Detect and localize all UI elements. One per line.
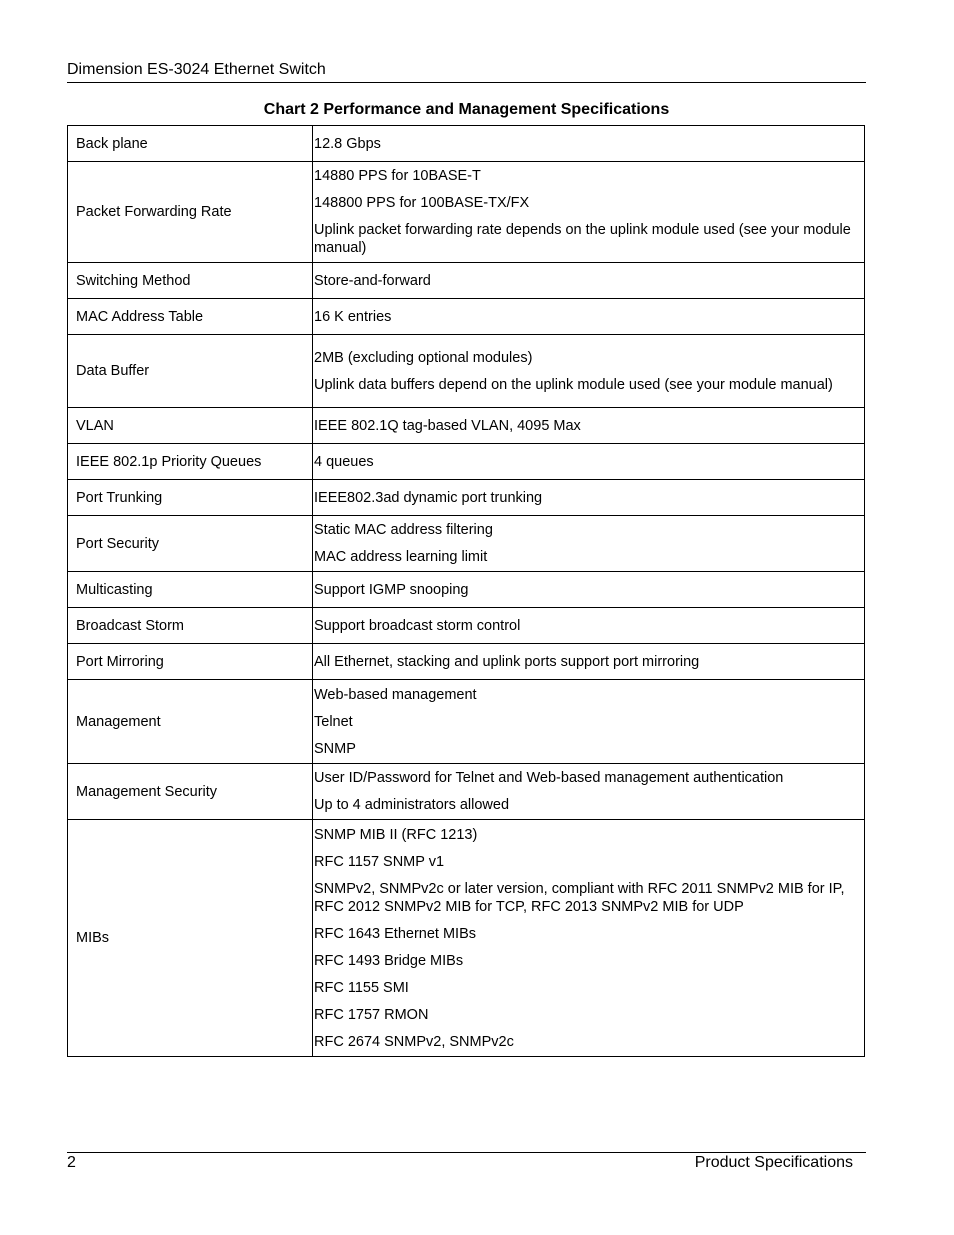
spec-row — [68, 263, 865, 299]
spec-value: Telnet — [314, 713, 353, 730]
spec-label: Management Security — [68, 764, 313, 820]
spec-label: Management — [68, 680, 313, 764]
spec-value: User ID/Password for Telnet and Web-based management authentication — [314, 770, 784, 786]
spec-value-cell — [313, 644, 865, 680]
spec-value-cell — [313, 680, 865, 764]
spec-value-cell — [313, 162, 865, 263]
spec-value: Store-and-forward — [314, 272, 431, 289]
spec-row — [68, 572, 865, 608]
spec-label: Port Security — [68, 516, 313, 572]
spec-row — [68, 480, 865, 516]
spec-row — [68, 126, 865, 162]
spec-label: MIBs — [68, 820, 313, 1057]
spec-value: Static MAC address filtering — [314, 522, 493, 538]
spec-label: IEEE 802.1p Priority Queues — [68, 444, 313, 480]
spec-label: Data Buffer — [68, 335, 313, 408]
spec-row — [68, 644, 865, 680]
spec-label: Port Mirroring — [68, 644, 313, 680]
spec-value-cell — [313, 444, 865, 480]
spec-label: Switching Method — [68, 263, 313, 299]
spec-value: 16 K entries — [314, 308, 392, 325]
spec-label: VLAN — [68, 408, 313, 444]
spec-row — [68, 408, 865, 444]
spec-value-cell — [313, 299, 865, 335]
spec-value-cell — [313, 516, 865, 572]
spec-row — [68, 516, 865, 572]
header-rule — [67, 82, 866, 83]
spec-value-cell — [313, 764, 865, 820]
footer-section-name: Product Specifications — [694, 1154, 853, 1171]
specifications-table-body — [68, 126, 865, 1057]
spec-value-cell — [313, 572, 865, 608]
spec-value-cell — [313, 335, 865, 408]
spec-value: Support IGMP snooping — [314, 581, 469, 598]
spec-value: RFC 1757 RMON — [314, 1006, 429, 1023]
spec-value: RFC 2674 SNMPv2, SNMPv2c — [314, 1033, 514, 1050]
spec-value: IEEE 802.1Q tag-based VLAN, 4095 Max — [314, 417, 581, 434]
spec-label: Broadcast Storm — [68, 608, 313, 644]
specifications-table — [67, 125, 865, 1057]
spec-row — [68, 764, 865, 820]
spec-value-cell — [313, 480, 865, 516]
spec-value: Uplink data buffers depend on the uplink module used (see your module manual) — [314, 376, 833, 393]
spec-row — [68, 608, 865, 644]
spec-value-cell — [313, 408, 865, 444]
spec-value-cell — [313, 263, 865, 299]
spec-value: 14880 PPS for 10BASE-T — [314, 168, 481, 184]
spec-value: RFC 1157 SNMP v1 — [314, 853, 445, 870]
spec-value: RFC 1493 Bridge MIBs — [314, 952, 464, 969]
chart-title: Chart 2 Performance and Management Specifications — [263, 101, 670, 118]
spec-value-cell — [313, 608, 865, 644]
spec-value: SNMP MIB II (RFC 1213) — [314, 826, 478, 843]
spec-value: 148800 PPS for 100BASE-TX/FX — [314, 195, 530, 211]
spec-label: Multicasting — [68, 572, 313, 608]
spec-row — [68, 680, 865, 764]
spec-value: Support broadcast storm control — [314, 617, 521, 634]
spec-label: MAC Address Table — [68, 299, 313, 335]
spec-value-cell — [313, 820, 865, 1057]
spec-value: SNMP — [314, 740, 356, 757]
spec-value: 12.8 Gbps — [314, 135, 381, 152]
spec-value: IEEE802.3ad dynamic port trunking — [314, 489, 543, 506]
spec-label: Packet Forwarding Rate — [68, 162, 313, 263]
spec-label: Port Trunking — [68, 480, 313, 516]
spec-value: Up to 4 administrators allowed — [314, 797, 510, 813]
spec-row — [68, 162, 865, 263]
page-number: 2 — [67, 1154, 76, 1171]
spec-value: MAC address learning limit — [314, 549, 488, 565]
spec-row — [68, 299, 865, 335]
spec-label: Back plane — [68, 126, 313, 162]
spec-row — [68, 820, 865, 1057]
spec-row — [68, 335, 865, 408]
spec-value: SNMPv2, SNMPv2c or later version, compliant with RFC 2011 SNMPv2 MIB for IP, RFC 2012 SNMPv2 MIB for TCP, RFC 2013 SNMPv2 MIB for UDP — [314, 880, 845, 915]
spec-row — [68, 444, 865, 480]
spec-value: 2MB (excluding optional modules) — [314, 349, 533, 366]
spec-value: RFC 1643 Ethernet MIBs — [314, 925, 476, 942]
spec-value: Uplink packet forwarding rate depends on the uplink module used (see your module manual) — [314, 222, 851, 256]
running-header: Dimension ES-3024 Ethernet Switch — [67, 61, 326, 78]
spec-value: All Ethernet, stacking and uplink ports support port mirroring — [314, 653, 700, 670]
spec-value-cell — [313, 126, 865, 162]
spec-value: RFC 1155 SMI — [314, 979, 409, 996]
spec-value: Web-based management — [314, 686, 477, 703]
spec-value: 4 queues — [314, 453, 374, 470]
